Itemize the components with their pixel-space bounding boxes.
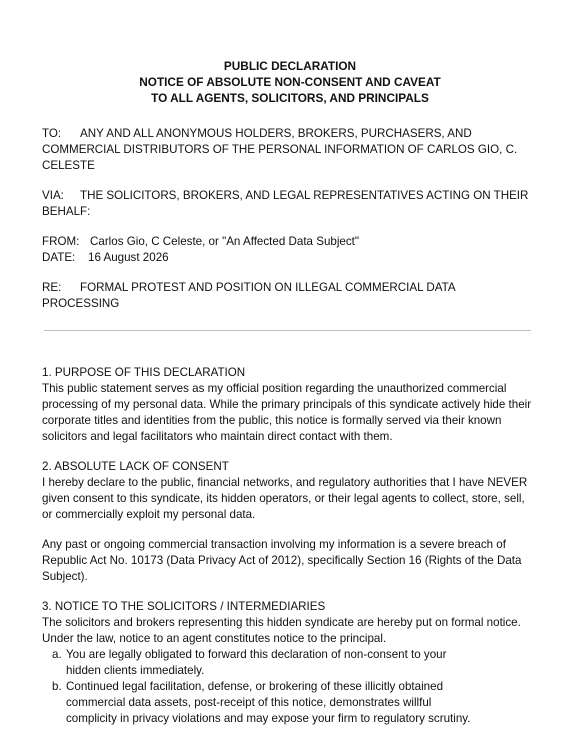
via-text: THE SOLICITORS, BROKERS, AND LEGAL REPRESENTATIVES ACTING ON THEIR: [80, 189, 529, 202]
via-field: [42, 188, 542, 220]
section-2-p2-line: Republic Act No. 10173 (Data Privacy Act of 2012), specifically Section 16 (Rights of the Data: [42, 554, 522, 567]
address-block: [42, 126, 542, 312]
section-2-p2-line: Any past or ongoing commercial transaction involving my information is a severe breach of: [42, 538, 506, 551]
section-1-line: This public statement serves as my official position regarding the unauthorized commercial: [42, 382, 507, 395]
via-label: VIA:: [42, 189, 64, 202]
from-field: [42, 234, 542, 250]
list-item-b-line: complicity in privacy violations and may expose your firm to regulatory scrutiny.: [66, 712, 471, 725]
to-field: [42, 126, 542, 174]
document-page: [42, 58, 542, 727]
section-2-line: I hereby declare to the public, financial networks, and regulatory authorities that I have NEVER: [42, 476, 528, 489]
section-1: [42, 365, 542, 445]
section-2-heading: 2. ABSOLUTE LACK OF CONSENT: [42, 460, 229, 473]
from-label: FROM:: [42, 235, 80, 248]
section-3-heading: 3. NOTICE TO THE SOLICITORS / INTERMEDIARIES: [42, 600, 326, 613]
re-label: RE:: [42, 281, 62, 294]
section-1-line: corporate titles and identities from the public, this notice is formally served via their known: [42, 414, 502, 427]
section-1-line: solicitors and legal facilitators who maintain direct contact with them.: [42, 430, 393, 443]
section-3: [42, 599, 542, 727]
list-item-b-line: commercial data assets, post-receipt of this notice, demonstrates willful: [66, 696, 432, 709]
section-2: [42, 459, 542, 523]
section-2-line: or commercially exploit my personal data.: [42, 508, 256, 521]
list-item-a: [48, 647, 542, 679]
section-3-list: [42, 647, 542, 727]
re-text-line-2: PROCESSING: [42, 297, 120, 310]
list-item-a-line: hidden clients immediately.: [66, 664, 205, 677]
date-label: DATE:: [42, 251, 76, 264]
section-1-line: processing of my personal data. While the primary principals of this syndicate actively hide their: [42, 398, 532, 411]
section-3-line: The solicitors and brokers representing this hidden syndicate are hereby put on formal notice.: [42, 616, 521, 629]
document-title: [38, 58, 542, 106]
title-line-2: NOTICE OF ABSOLUTE NON-CONSENT AND CAVEAT: [139, 75, 441, 89]
section-2-line: given consent to this syndicate, its hidden operators, or their legal agents to collect, store, sell,: [42, 492, 525, 505]
list-item-a-line: You are legally obligated to forward this declaration of non-consent to your: [66, 648, 447, 661]
to-text-line-2: COMMERCIAL DISTRIBUTORS OF THE PERSONAL INFORMATION OF CARLOS GIO, C.: [42, 143, 518, 156]
to-label: TO:: [42, 127, 62, 140]
section-3-line: Under the law, notice to an agent constitutes notice to the principal.: [42, 632, 387, 645]
from-text: Carlos Gio, C Celeste, or "An Affected Data Subject": [90, 235, 360, 248]
to-text: ANY AND ALL ANONYMOUS HOLDERS, BROKERS, PURCHASERS, AND: [80, 127, 472, 140]
title-line-3: TO ALL AGENTS, SOLICITORS, AND PRINCIPALS: [151, 91, 429, 105]
section-2-p2-line: Subject).: [42, 570, 88, 583]
list-marker-b: b.: [52, 680, 62, 693]
list-item-b: [48, 679, 542, 727]
date-text: 16 August 2026: [88, 251, 169, 264]
re-text: FORMAL PROTEST AND POSITION ON ILLEGAL COMMERCIAL DATA: [80, 281, 456, 294]
date-field: [42, 250, 542, 266]
list-marker-a: a.: [52, 648, 62, 661]
title-line-1: PUBLIC DECLARATION: [223, 59, 357, 73]
via-text-line-2: BEHALF:: [42, 205, 91, 218]
re-field: [42, 280, 542, 312]
section-1-heading: 1. PURPOSE OF THIS DECLARATION: [42, 366, 246, 379]
to-text-line-3: CELESTE: [42, 159, 95, 172]
list-item-b-line: Continued legal facilitation, defense, or brokering of these illicitly obtained: [66, 680, 444, 693]
section-2-paragraph-2: [42, 537, 542, 585]
